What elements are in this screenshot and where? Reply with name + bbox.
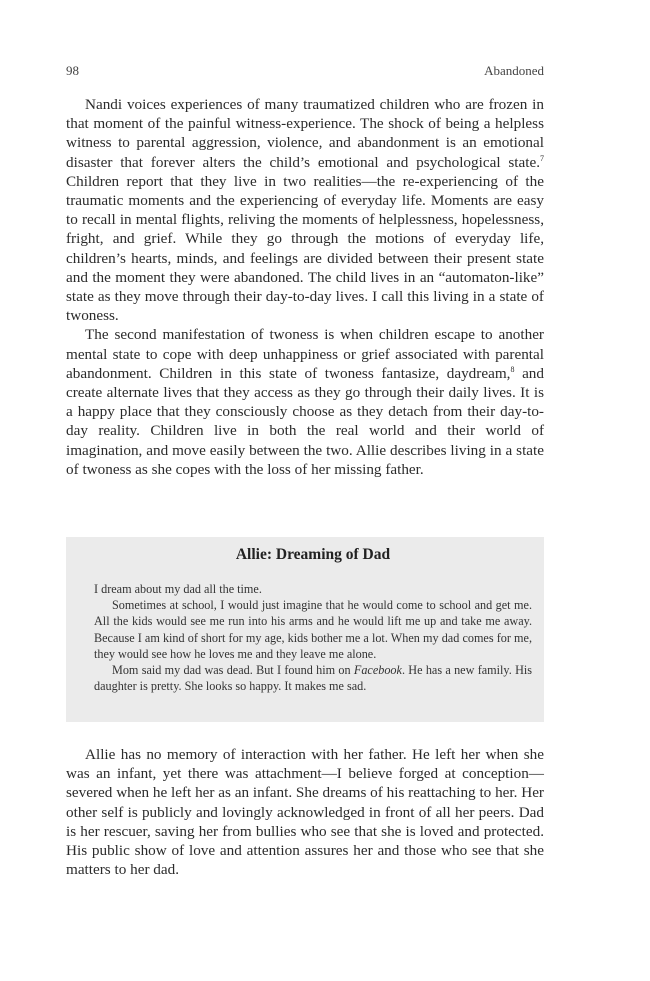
paragraph-text: Children report that they live in two realities—the re-experiencing of the traumatic moments and the experiencing of everyday life. Moments are easy to recall in mental flights, reliving the moments of helplessness, hopelessness, fright, and grief. While they go through the motions of everyday life, children’s hearts, minds, and feelings are divided between their present state and the moment they were abandoned. The child lives in an “automaton-like” state as they move through their day-to-day lives. I call this living in a state of twoness. [66,172,544,325]
sidebar-text: Mom said my dad was dead. But I found him on [112,663,354,678]
sidebar-title: Allie: Dreaming of Dad [235,546,391,563]
paragraph [66,325,544,479]
sidebar-paragraph: Sometimes at school, I would just imagine that he would come to school and get me. All the kids would see me run into his arms and he would lift me up and take me away. Because I am kind of short for my age, kids bother me a lot. When my dad comes for me, they would see how he loves me and they leave me alone. [94,598,532,661]
paragraph-text: Nandi voices experiences of many traumatized children who are frozen in that moment of the painful witness-experience. The shock of being a helpless witness to parental aggression, violence, and abandonment is an emotional disaster that forever alters the child’s emotional and psychological state. [66,96,544,171]
body-text-lower [66,745,544,879]
paragraph [66,95,544,325]
sidebar-body [94,581,532,694]
paragraph-text: and create alternate lives that they access as they go through their daily lives. It is a happy place that they consciously choose as they detach from their day-to-day reality. Children live in both the real world and their world of imagination, and move easily between the two. Allie describes living in a state of twoness as she copes with the loss of her missing father. [66,364,544,478]
page-number: 98 [66,63,79,78]
sidebar-box [66,537,544,722]
sidebar-text: . He has a new family. His daughter is pretty. She looks so happy. It makes me sad. [94,663,533,694]
body-text-upper [66,95,544,479]
sidebar-paragraph [94,662,532,694]
paragraph: Allie has no memory of interaction with her father. He left her when she was an infant, yet there was attachment—I believe forged at conception—severed when he left her as an infant. She dreams of his reattaching to her. Her other self is publicly and lovingly acknowledged in front of all her peers. Dad is her rescuer, saving her from bullies who see that she is loved and protected. His public show of love and attention assures her and those who see that she matters to her dad. [66,746,544,879]
paragraph-text: The second manifestation of twoness is when children escape to another mental state to cope with deep unhappiness or grief associated with parental abandonment. Children in this state of twoness fantasize, daydream, [66,326,544,382]
sidebar-emphasis: Facebook [353,663,402,678]
running-head: Abandoned [484,63,544,78]
footnote-ref: 8 [510,364,515,374]
footnote-ref: 7 [540,153,544,163]
sidebar-paragraph: I dream about my dad all the time. [94,582,262,596]
page-header [66,63,544,83]
